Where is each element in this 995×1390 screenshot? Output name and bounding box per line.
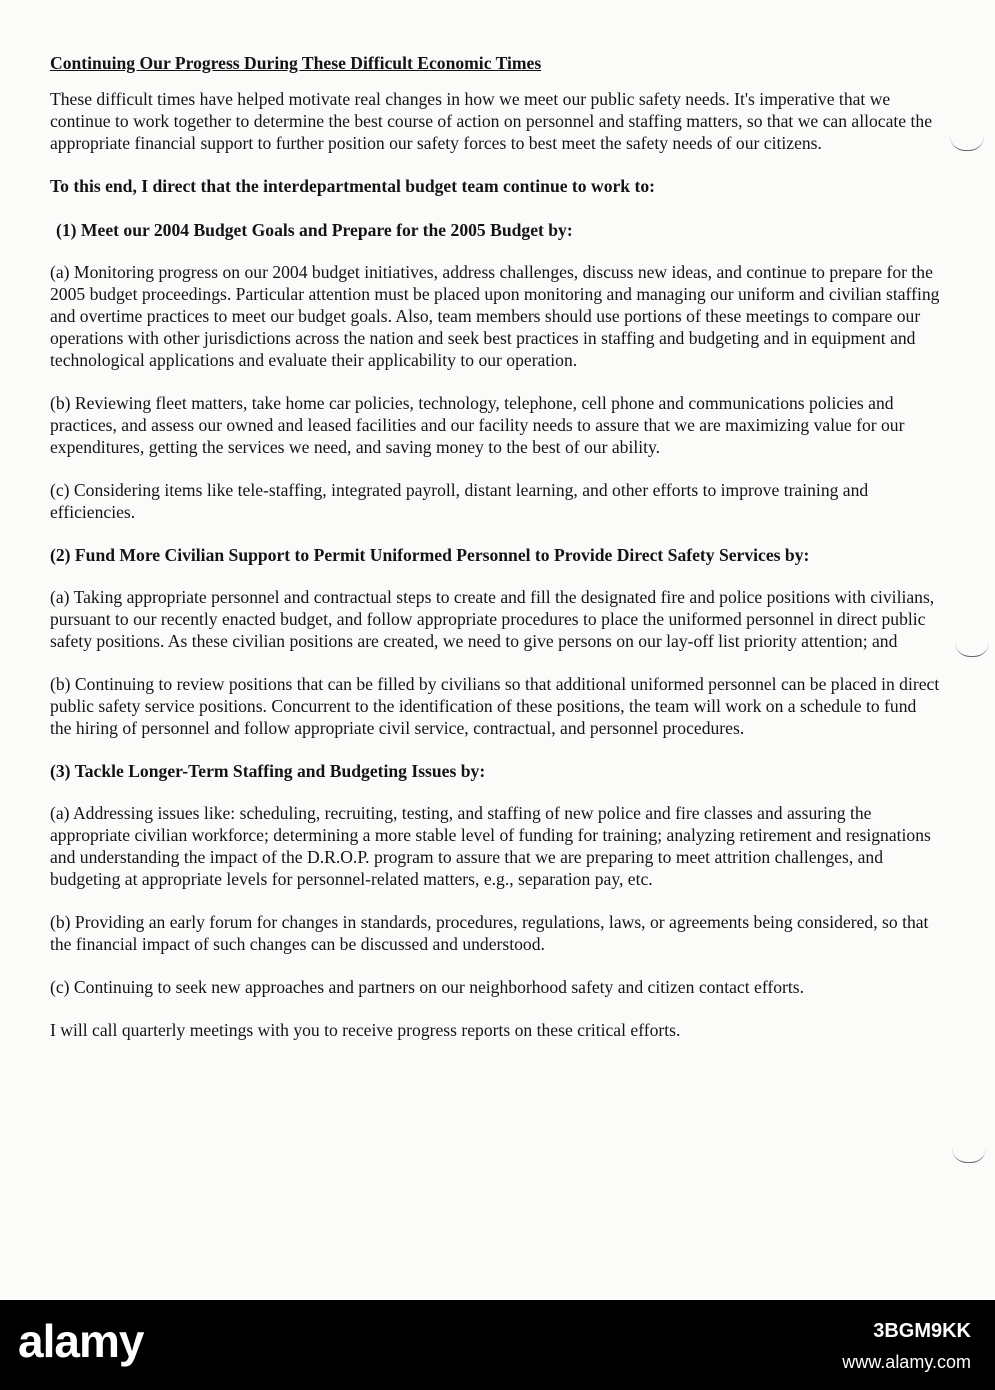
section-3-item-a: (a) Addressing issues like: scheduling, recruiting, testing, and staffing of new police and fire classes and assuring the appropriate civilian workforce; determining a more stable level of funding for training; analyzing retirement and resignations and understanding the impact of the D.R.O.P. program to assure that we are preparing to meet attrition challenges, and budgeting at appropriate levels for personnel-related matters, e.g., separation pay, etc. xyxy=(50,803,931,889)
binder-hole-mark xyxy=(950,136,984,151)
alamy-logo: alamy xyxy=(18,1315,144,1367)
directive-heading: To this end, I direct that the interdepartmental budget team continue to work to: xyxy=(50,176,655,196)
section-heading-1: (1) Meet our 2004 Budget Goals and Prepare for the 2005 Budget by: xyxy=(56,220,573,240)
watermark-footer xyxy=(0,1300,995,1390)
binder-hole-mark xyxy=(955,642,989,657)
section-heading-3: (3) Tackle Longer-Term Staffing and Budgeting Issues by: xyxy=(50,761,486,781)
intro-paragraph: These difficult times have helped motivate real changes in how we meet our public safety needs. It's imperative that we continue to work together to determine the best course of action on personnel and staffing matters, so that we can allocate the appropriate financial support to further position our safety forces to best meet the safety needs of our citizens. xyxy=(50,89,933,153)
closing-paragraph: I will call quarterly meetings with you to receive progress reports on these critical efforts. xyxy=(50,1020,681,1040)
section-heading-2: (2) Fund More Civilian Support to Permit Uniformed Personnel to Provide Direct Safety Services by: xyxy=(50,545,810,565)
section-3-item-c: (c) Continuing to seek new approaches and partners on our neighborhood safety and citizen contact efforts. xyxy=(50,977,805,997)
section-3-item-b: (b) Providing an early forum for changes in standards, procedures, regulations, laws, or agreements being considered, so that the financial impact of such changes can be discussed and understood. xyxy=(50,912,929,954)
section-1-item-c: (c) Considering items like tele-staffing, integrated payroll, distant learning, and other efforts to improve training and efficiencies. xyxy=(50,480,869,522)
section-1-item-a: (a) Monitoring progress on our 2004 budget initiatives, address challenges, discuss new ideas, and continue to prepare for the 2005 budget proceedings. Particular attention must be placed upon monitoring and managing our uniform and civilian staffing and overtime practices to meet our budget goals. Also, team members should use portions of these meetings to compare our operations with other jurisdictions across the nation and seek best practices in staffing and budgeting and in equipment and technological applications and evaluate their applicability to our operation. xyxy=(50,262,940,370)
section-2-item-a: (a) Taking appropriate personnel and contractual steps to create and fill the designated fire and police positions with civilians, pursuant to our recently enacted budget, and follow appropriate procedures to place the uniformed personnel in direct public safety positions. As these civilian positions are created, we need to give persons on our lay-off list priority attention; and xyxy=(50,587,935,651)
section-2-item-b: (b) Continuing to review positions that can be filled by civilians so that additional uniformed personnel can be placed in direct public safety service positions. Concurrent to the identification of these positions, the team will work on a schedule to fund the hiring of personnel and follow appropriate civil service, contractual, and personnel procedures. xyxy=(50,674,940,738)
site-url: www.alamy.com xyxy=(842,1352,971,1372)
memo-body xyxy=(50,52,940,1041)
image-id: 3BGM9KK xyxy=(873,1320,971,1342)
binder-hole-mark xyxy=(952,1148,986,1163)
section-1-item-b: (b) Reviewing fleet matters, take home car policies, technology, telephone, cell phone and communications policies and practices, and assess our owned and leased facilities and our facility needs to assure that we are maximizing value for our expenditures, getting the services we need, and saving money to the best of our ability. xyxy=(50,393,905,457)
document-title: Continuing Our Progress During These Difficult Economic Times xyxy=(50,53,542,73)
